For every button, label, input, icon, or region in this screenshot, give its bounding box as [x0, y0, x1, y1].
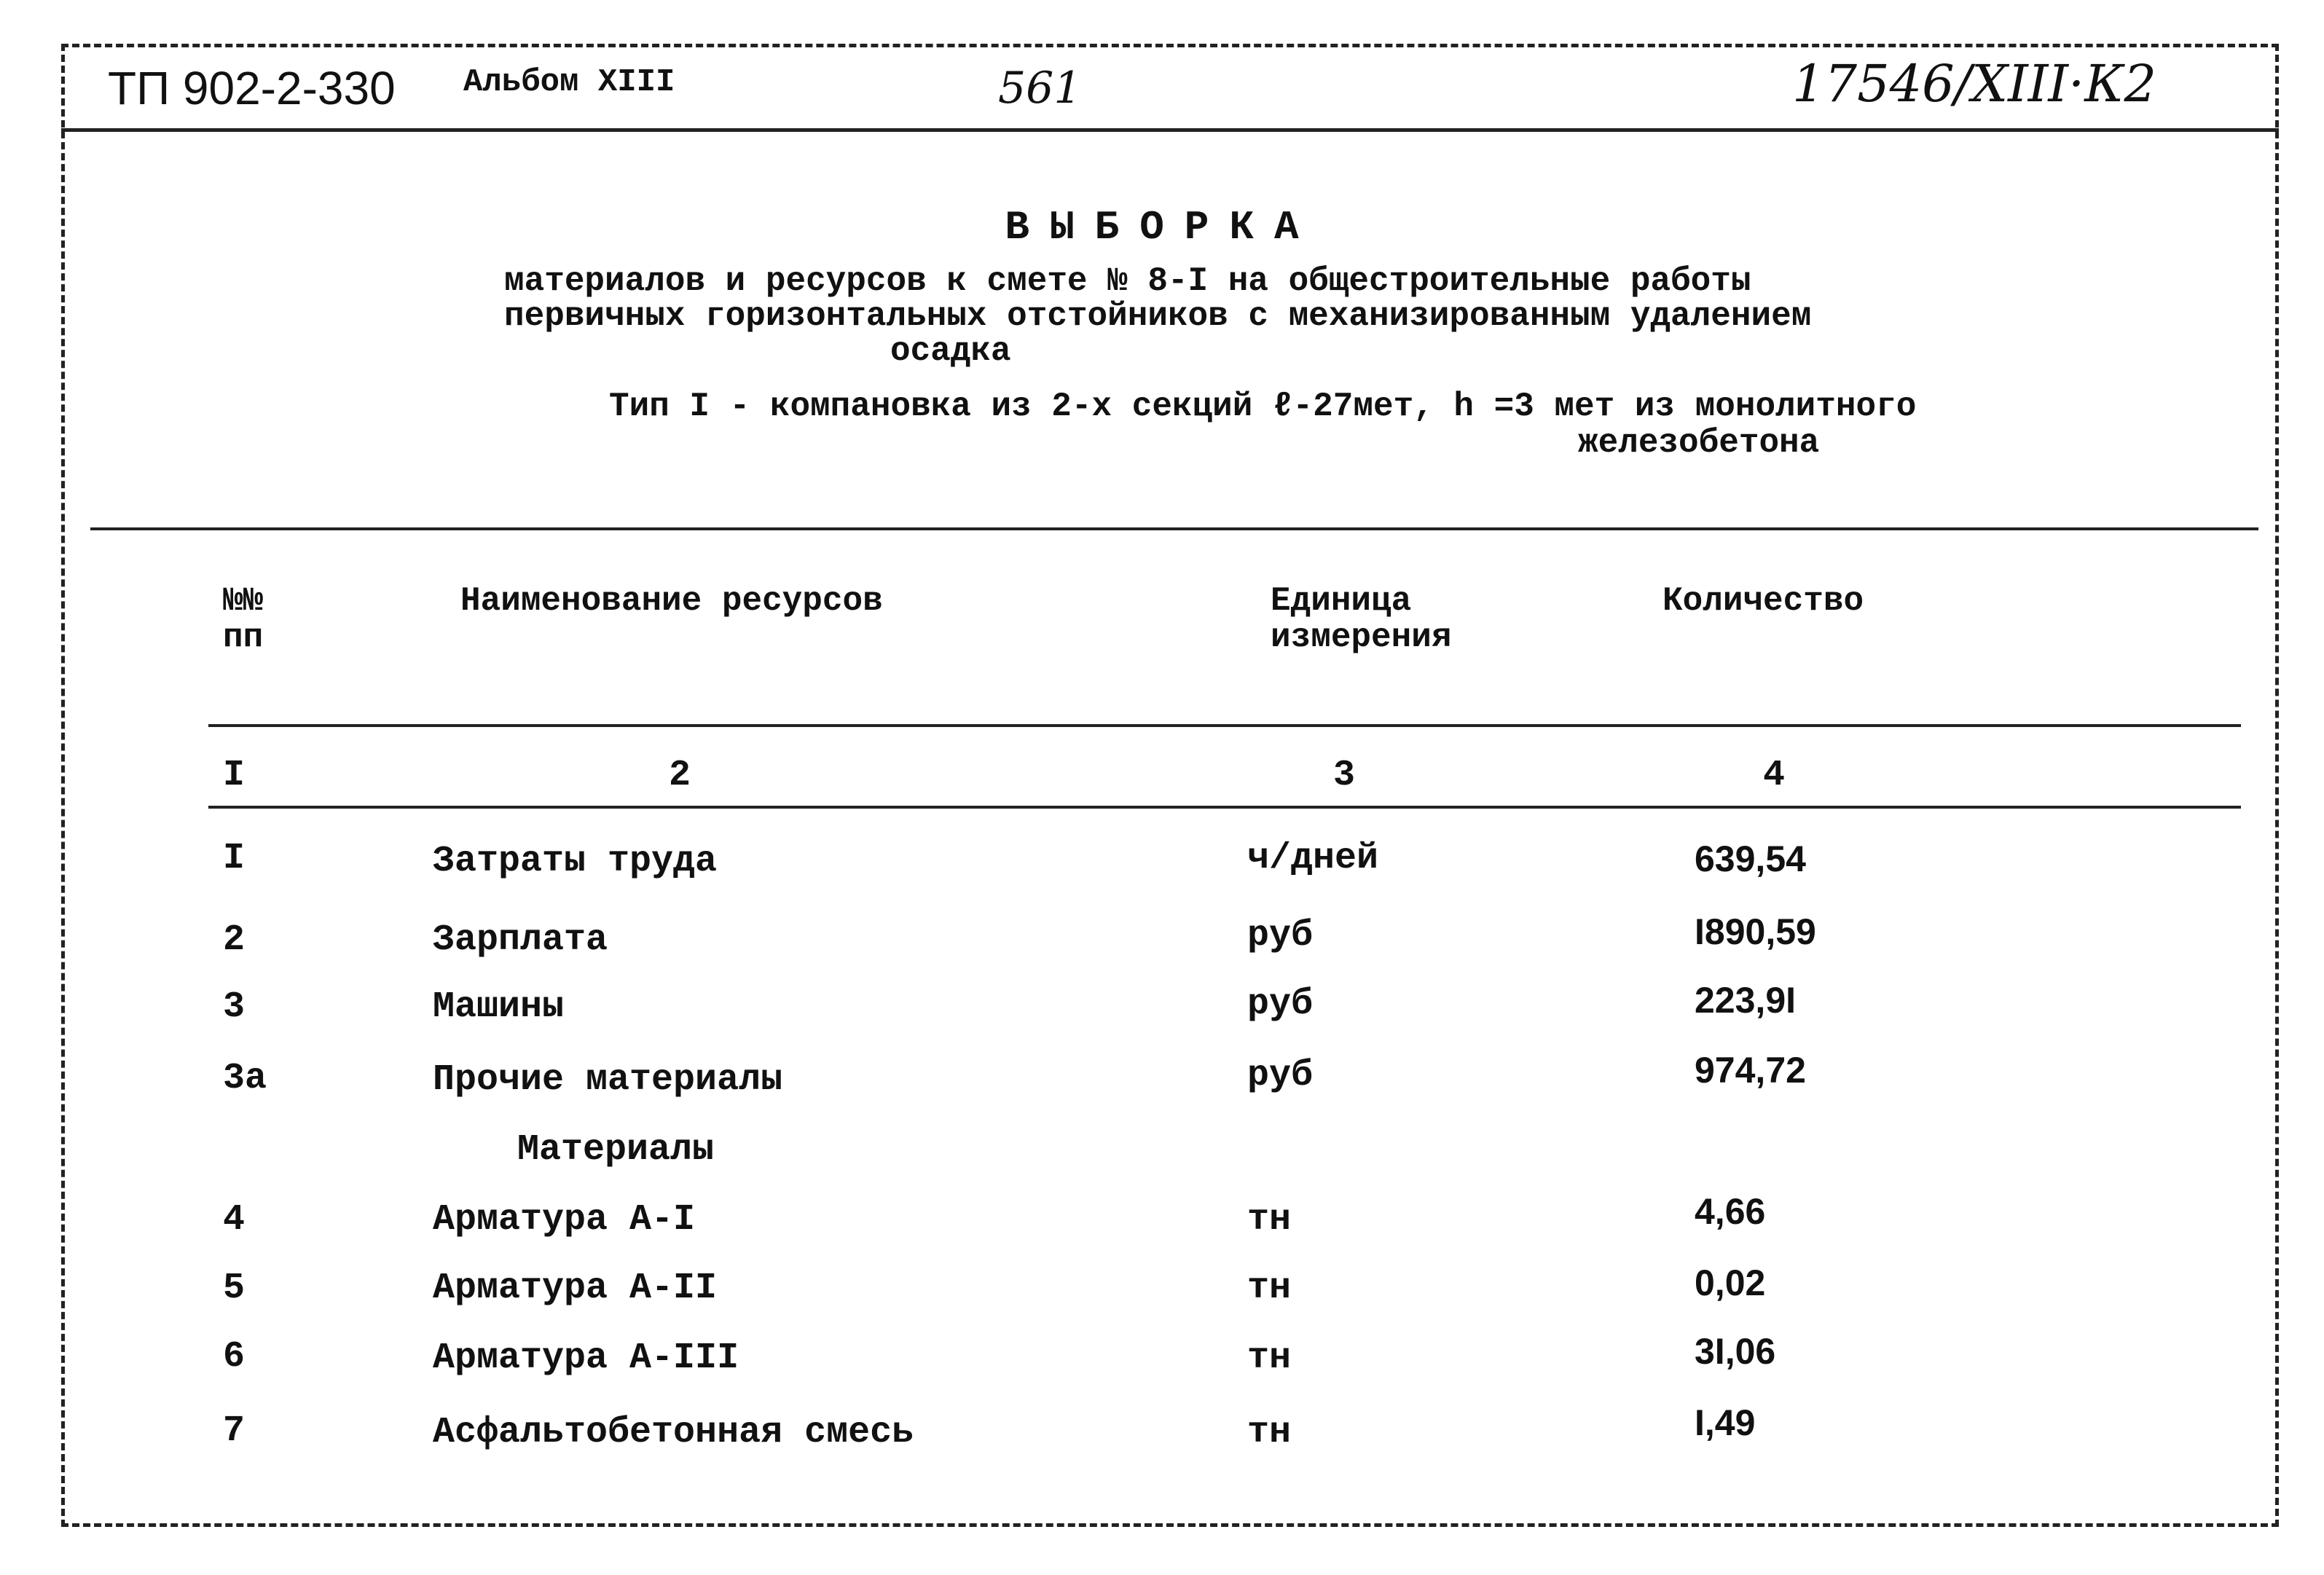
subtitle-line-2: первичных горизонтальных отстойников с механизированным удалением: [504, 297, 1812, 335]
quantity: I,49: [1695, 1402, 1756, 1443]
subtitle-line-1: материалов и ресурсов к смете № 8-I на общестроительные работы: [504, 262, 1751, 300]
header-rule: [208, 724, 2241, 727]
resource-name: Арматура А-II: [433, 1268, 718, 1309]
resource-name: Асфальтобетонная смесь: [433, 1412, 914, 1453]
unit: тн: [1247, 1412, 1292, 1453]
resource-name: Зарплата: [433, 919, 608, 961]
column-number: 3: [1333, 755, 1356, 796]
header-unit: Единица измерения: [1271, 582, 1452, 656]
quantity: 0,02: [1695, 1262, 1766, 1303]
subtitle-line-3: осадка: [890, 332, 1011, 370]
quantity: 639,54: [1695, 838, 1806, 879]
row-number: 7: [223, 1410, 246, 1452]
section-rule: [90, 527, 2258, 530]
column-number: 2: [669, 755, 691, 796]
project-code: ТП 902-2-330: [108, 62, 396, 114]
subtitle-line-5: железобетона: [1578, 424, 1820, 462]
resource-name: Затраты труда: [433, 841, 718, 882]
unit: тн: [1247, 1268, 1292, 1309]
row-number: 2: [223, 919, 246, 961]
column-number: 4: [1763, 755, 1786, 796]
quantity: 223,9I: [1695, 980, 1797, 1021]
unit: ч/дней: [1247, 838, 1379, 879]
row-number: 4: [223, 1199, 246, 1241]
column-number: I: [223, 755, 246, 796]
resource-name: Машины: [433, 986, 565, 1028]
quantity: I890,59: [1695, 911, 1816, 952]
resource-name: Арматура А-I: [433, 1199, 696, 1241]
resource-name: Прочие материалы: [433, 1059, 783, 1101]
row-number: 3а: [223, 1058, 267, 1099]
header-number: №№ пп: [223, 582, 264, 656]
unit: руб: [1247, 1055, 1314, 1096]
unit: тн: [1247, 1338, 1292, 1379]
row-number: I: [223, 838, 246, 879]
unit: руб: [1247, 915, 1314, 957]
resource-name: Арматура А-III: [433, 1338, 739, 1379]
row-number: 5: [223, 1268, 246, 1309]
section-label: Материалы: [517, 1129, 715, 1171]
row-number: 3: [223, 986, 246, 1028]
album-label: Альбом XIII: [463, 64, 675, 101]
subtitle-line-4: Тип I - компановка из 2-х секций ℓ-27мет, h =3 мет из монолитного: [609, 388, 1917, 425]
quantity: 4,66: [1695, 1191, 1766, 1232]
stamp-divider: [61, 128, 2279, 132]
page-number: 561: [998, 63, 1082, 114]
unit: тн: [1247, 1199, 1292, 1241]
header-name: Наименование ресурсов: [460, 582, 883, 620]
document-number: 17546/XIII·К2: [1792, 54, 2157, 114]
column-number-rule: [208, 806, 2241, 809]
page-title: ВЫБОРКА: [1005, 204, 1319, 251]
quantity: 974,72: [1695, 1050, 1806, 1091]
quantity: 3I,06: [1695, 1331, 1776, 1372]
row-number: 6: [223, 1336, 246, 1378]
unit: руб: [1247, 983, 1314, 1025]
header-quantity: Количество: [1662, 582, 1864, 620]
